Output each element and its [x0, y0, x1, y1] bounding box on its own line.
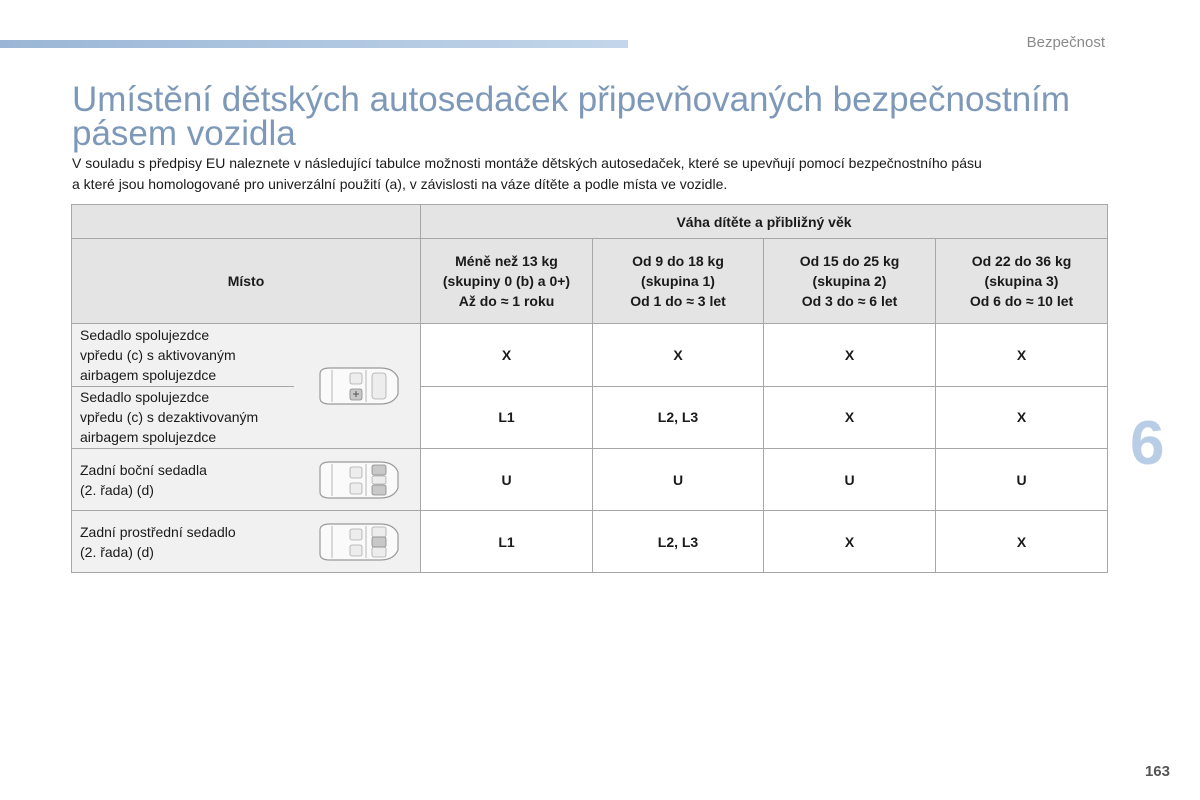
- table-cell: U: [764, 449, 936, 511]
- column-header: [764, 239, 936, 324]
- intro-paragraph: [72, 153, 1112, 195]
- table-cell: X: [764, 324, 936, 387]
- location-label: Sedadlo spolujezdce vpředu (c) s aktivovaným airbagem spolujezdce: [80, 326, 236, 383]
- intro-line: V souladu s předpisy EU naleznete v následující tabulce možnosti montáže dětských autosedaček, které se upevňují pomocí bezpečnostního pásu: [72, 155, 982, 171]
- child-seat-table: [71, 204, 1108, 573]
- column-group: (skupina 3): [984, 273, 1059, 289]
- table-cell: X: [421, 324, 593, 387]
- column-age: Od 6 do ≈ 10 let: [969, 293, 1074, 309]
- weight-group-header: Váha dítěte a přibližný věk: [421, 205, 1108, 239]
- table-cell: U: [421, 449, 593, 511]
- column-age: Od 1 do ≈ 3 let: [630, 293, 726, 309]
- intro-line: a které jsou homologované pro univerzální použití (a), v závislosti na váze dítěte a podle místa ve vozidle.: [72, 176, 728, 192]
- column-header: [936, 239, 1108, 324]
- page-number: 163: [1144, 763, 1170, 780]
- car-rear-middle-seat-icon: [314, 520, 402, 564]
- table-cell: X: [764, 386, 936, 449]
- column-header: [421, 239, 593, 324]
- column-age: Až do ≈ 1 roku: [458, 293, 555, 309]
- chapter-number: 6: [1130, 409, 1165, 478]
- column-group: (skupiny 0 (b) a 0+): [442, 273, 571, 289]
- table-cell: X: [764, 511, 936, 573]
- table-cell: X: [593, 324, 764, 387]
- column-header: [593, 239, 764, 324]
- car-front-passenger-seat-icon: [314, 364, 402, 408]
- location-cell-rear-middle: [72, 511, 421, 573]
- column-age: Od 3 do ≈ 6 let: [801, 293, 898, 309]
- section-label: Bezpečnost: [1026, 34, 1105, 51]
- column-group: (skupina 2): [812, 273, 887, 289]
- table-cell: L2, L3: [593, 386, 764, 449]
- column-weight: Od 15 do 25 kg: [799, 253, 900, 269]
- table-cell: X: [936, 511, 1108, 573]
- table-cell: X: [936, 324, 1108, 387]
- location-label: Sedadlo spolujezdce vpředu (c) s dezaktivovaným airbagem spolujezdce: [80, 389, 259, 446]
- column-weight: Méně než 13 kg: [455, 253, 558, 269]
- page-title: Umístění dětských autosedaček připevňovaných bezpečnostním pásem vozidla: [72, 80, 1071, 153]
- location-label: Zadní boční sedadla (2. řada) (d): [80, 461, 207, 498]
- car-rear-side-seats-icon: [314, 458, 402, 502]
- table-cell: U: [936, 449, 1108, 511]
- table-corner: [72, 205, 421, 239]
- location-cell-rear-side: [72, 449, 421, 511]
- column-weight: Od 22 do 36 kg: [971, 253, 1072, 269]
- column-weight: Od 9 do 18 kg: [632, 253, 724, 269]
- table-cell: L2, L3: [593, 511, 764, 573]
- location-label: Zadní prostřední sedadlo (2. řada) (d): [80, 523, 236, 560]
- table-cell: L1: [421, 386, 593, 449]
- table-cell: U: [593, 449, 764, 511]
- location-header: Místo: [72, 239, 421, 324]
- table-cell: X: [936, 386, 1108, 449]
- header-accent-bar: [0, 40, 628, 48]
- column-group: (skupina 1): [641, 273, 715, 289]
- location-cell-front-passenger: [72, 324, 421, 449]
- table-cell: L1: [421, 511, 593, 573]
